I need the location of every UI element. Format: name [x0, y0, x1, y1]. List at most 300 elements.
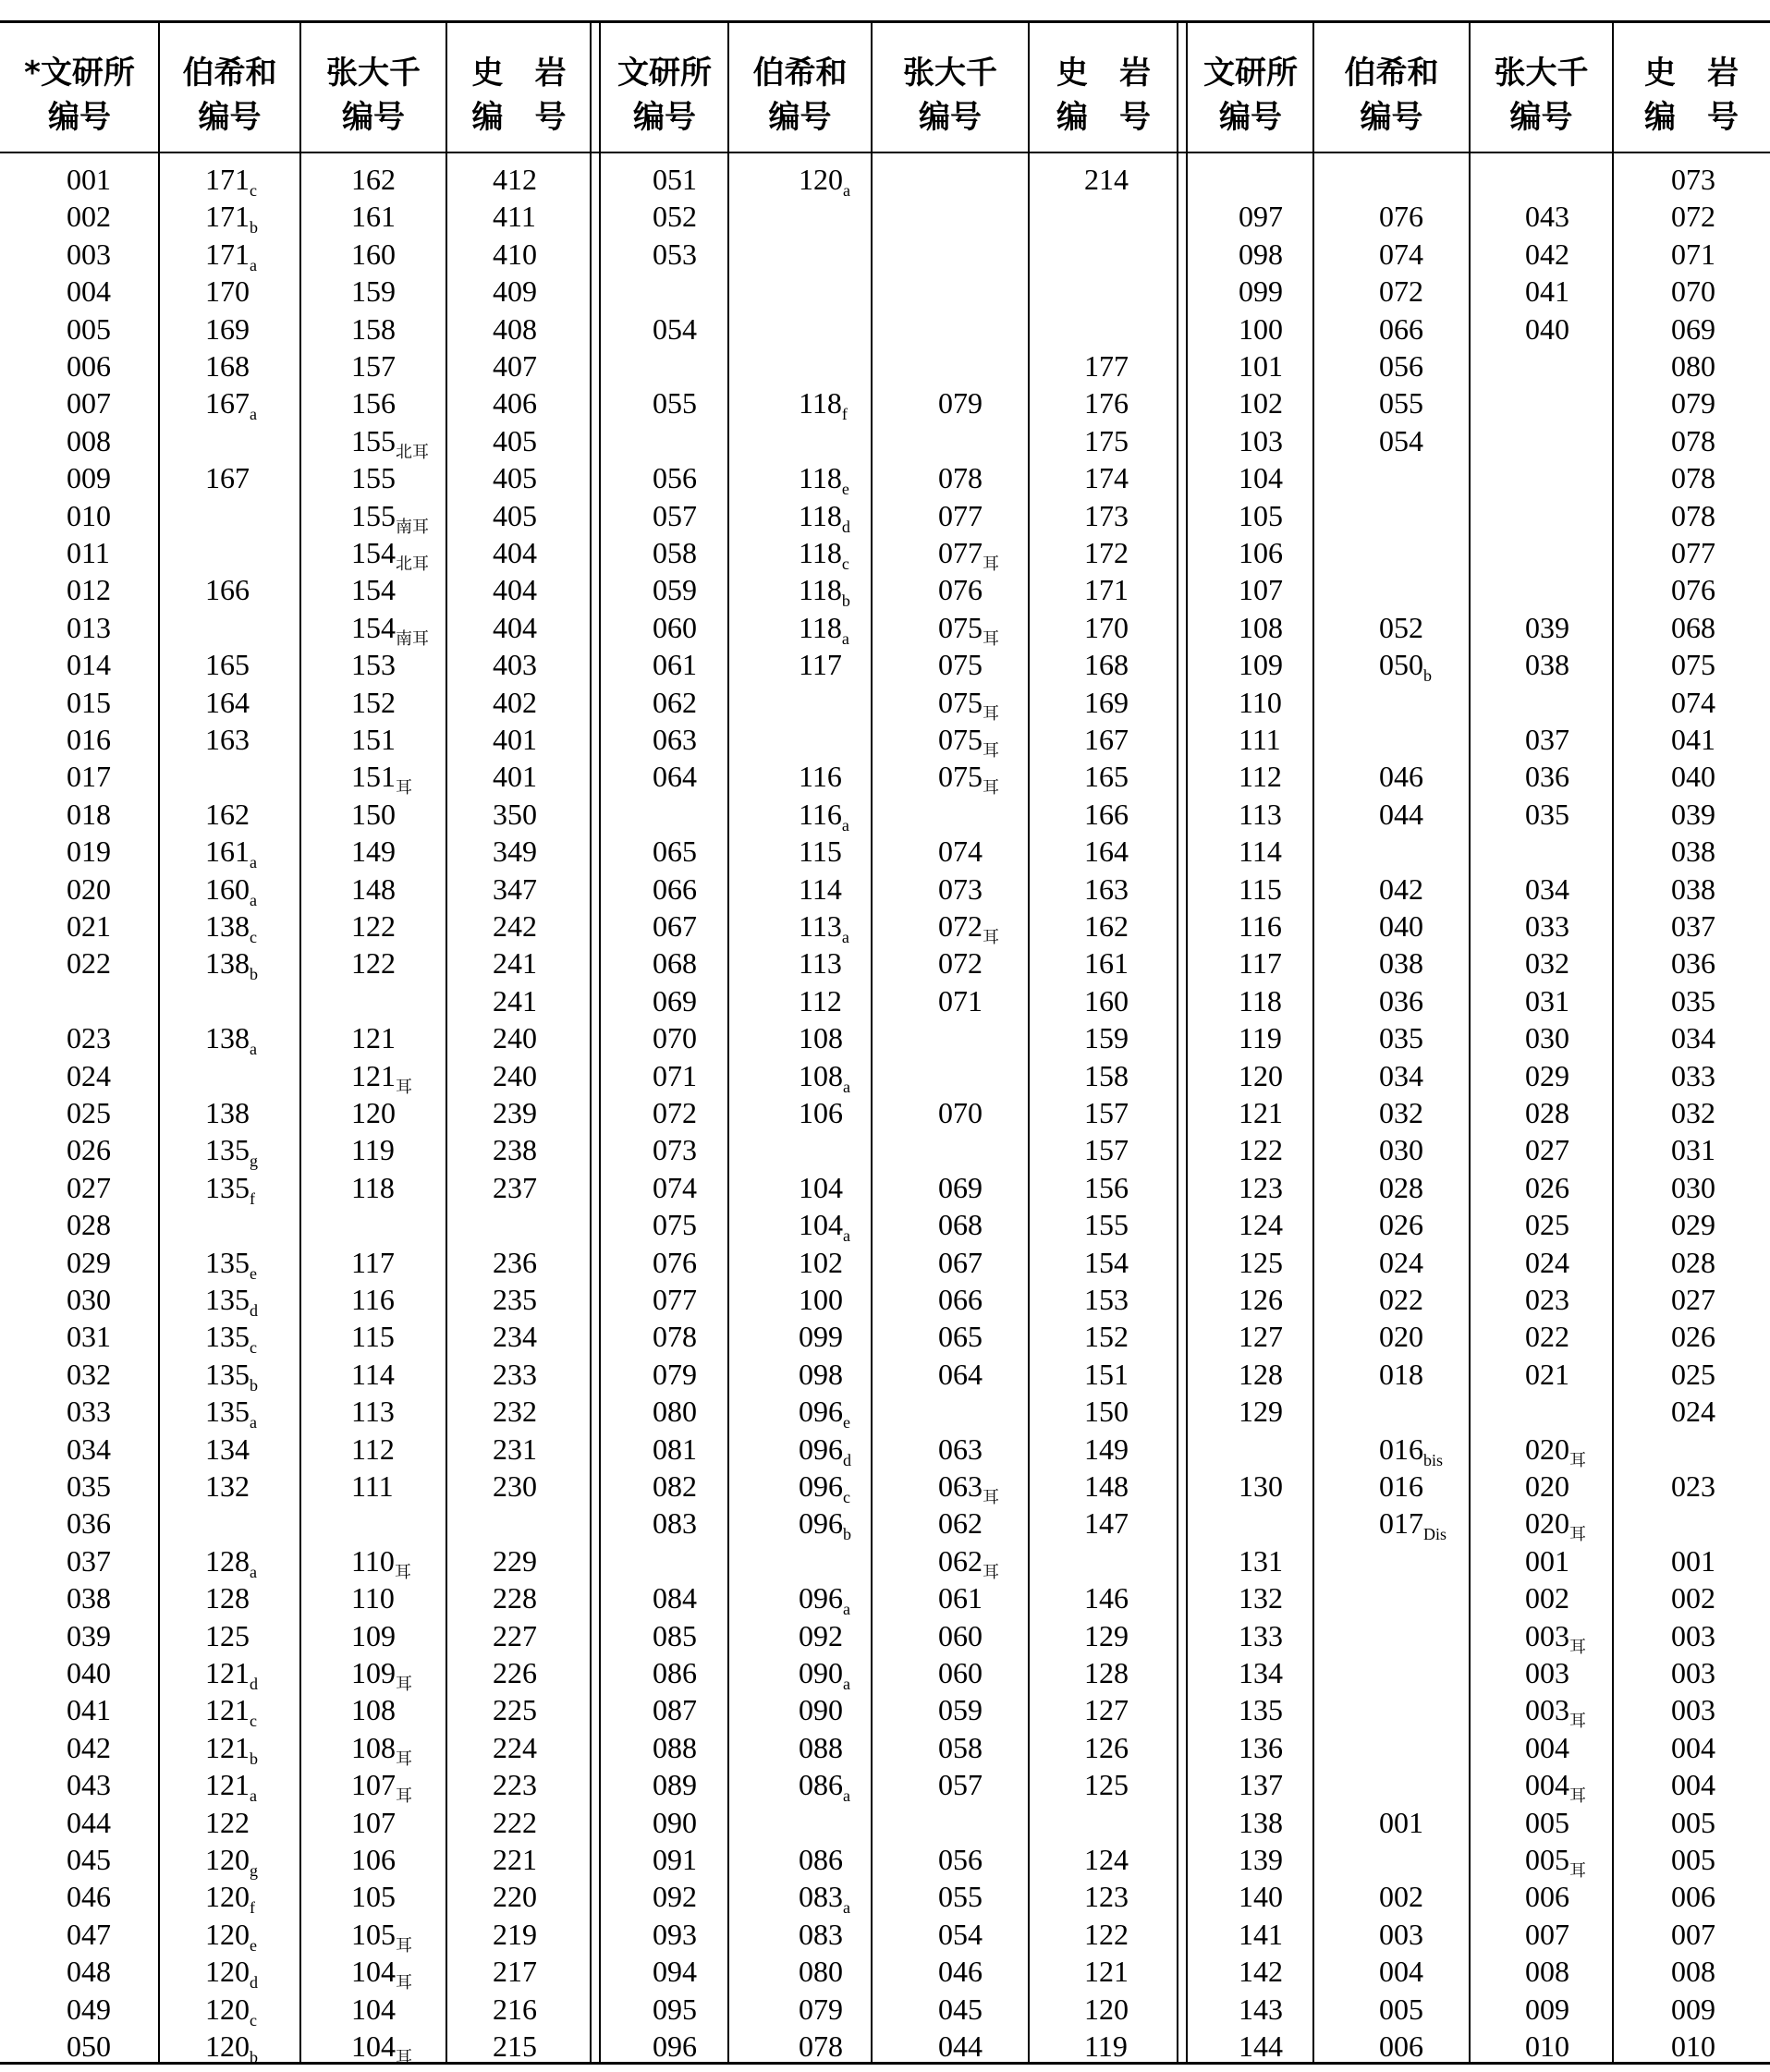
- table-cell: 112: [351, 1432, 395, 1466]
- table-cell: 052: [653, 200, 697, 234]
- table-cell: $003_耳$: [1525, 1618, 1586, 1656]
- table-cell: $171_c$: [205, 163, 257, 200]
- table-cell: 099: [799, 1320, 843, 1354]
- table-cell: 072: [1379, 274, 1423, 309]
- table-cell: 219: [493, 1917, 537, 1951]
- table-cell: 058: [653, 536, 697, 569]
- table-cell: $118_b$: [799, 573, 850, 611]
- table-cell: 157: [351, 349, 396, 383]
- table-cell: 017: [67, 760, 111, 794]
- table-cell: $104_a$: [799, 1208, 850, 1246]
- table-cell: 024: [67, 1058, 111, 1092]
- table-cell: 125: [1084, 1768, 1129, 1802]
- table-cell: 032: [67, 1357, 111, 1391]
- table-cell: 233: [493, 1357, 537, 1391]
- table-cell: 010: [67, 498, 111, 532]
- table-cell: $138_b$: [205, 946, 258, 984]
- table-cell: 167: [1084, 723, 1129, 756]
- table-cell: 152: [351, 685, 396, 719]
- table-cell: $155_{北耳}$: [351, 423, 429, 461]
- table-cell: 216: [493, 1992, 537, 2026]
- table-cell: 123: [1084, 1880, 1129, 1914]
- table-cell: 034: [1379, 1058, 1423, 1092]
- table-cell: 126: [1084, 1730, 1129, 1764]
- table-cell: 028: [1525, 1096, 1569, 1129]
- table-cell: 238: [493, 1133, 537, 1167]
- table-cell: 117: [1239, 946, 1282, 981]
- column-header-line1: *文研所: [24, 55, 135, 91]
- table-cell: 220: [493, 1880, 537, 1914]
- table-cell: $086_a$: [799, 1768, 850, 1806]
- table-cell: 174: [1084, 461, 1129, 495]
- table-cell: 226: [493, 1656, 537, 1689]
- column-header: [1188, 44, 1313, 146]
- table-cell: 134: [1239, 1656, 1283, 1689]
- table-cell: 125: [205, 1618, 250, 1652]
- table-cell: 031: [1671, 1133, 1715, 1167]
- table-cell: 003: [1379, 1917, 1423, 1951]
- table-cell: 158: [1084, 1058, 1129, 1092]
- panel-double-rule: [1177, 22, 1178, 2062]
- table-cell: 025: [67, 1096, 111, 1129]
- table-cell: 409: [493, 274, 537, 309]
- table-cell: 004: [1671, 1768, 1715, 1802]
- table-cell: 037: [1525, 723, 1569, 756]
- table-cell: 088: [653, 1730, 697, 1764]
- column-header-line2: 编号: [768, 99, 832, 136]
- table-cell: 127: [1239, 1320, 1283, 1354]
- table-cell: 080: [653, 1395, 697, 1429]
- table-cell: 098: [799, 1357, 843, 1391]
- table-cell: 018: [1379, 1357, 1423, 1391]
- table-cell: 042: [67, 1730, 111, 1764]
- column-header: [1029, 44, 1178, 146]
- column-divider: [871, 22, 873, 2062]
- table-cell: 117: [351, 1245, 395, 1279]
- table-cell: 113: [351, 1395, 395, 1429]
- table-cell: 002: [1525, 1581, 1569, 1615]
- column-header-line2: 编 号: [1056, 99, 1151, 136]
- table-cell: 040: [1671, 760, 1715, 794]
- table-cell: 137: [1239, 1768, 1283, 1802]
- table-cell: 094: [653, 1955, 697, 1989]
- table-cell: 134: [205, 1432, 250, 1466]
- column-header-line2: 编号: [633, 99, 696, 136]
- table-cell: 151: [1084, 1357, 1129, 1391]
- table-cell: $120_d$: [205, 1955, 258, 1993]
- table-cell: 159: [1084, 1021, 1129, 1055]
- table-cell: $171_b$: [205, 200, 258, 238]
- table-cell: 136: [1239, 1730, 1283, 1764]
- table-cell: 074: [938, 835, 983, 869]
- table-cell: 121: [1084, 1955, 1129, 1989]
- panel-double-rule: [590, 22, 592, 2062]
- table-cell: $135_e$: [205, 1245, 257, 1283]
- table-cell: 125: [1239, 1245, 1283, 1279]
- table-cell: $090_a$: [799, 1656, 850, 1693]
- table-cell: 165: [1084, 760, 1129, 794]
- table-cell: 078: [799, 2029, 843, 2063]
- table-cell: 149: [1084, 1432, 1129, 1466]
- table-cell: $077_耳$: [938, 536, 999, 573]
- table-cell: 029: [1671, 1208, 1715, 1242]
- table-cell: 405: [493, 461, 537, 495]
- table-cell: 034: [1525, 871, 1569, 906]
- table-cell: 001: [67, 163, 111, 196]
- panel-double-rule: [1186, 22, 1188, 2062]
- column-header: [159, 44, 300, 146]
- table-cell: 049: [67, 1992, 111, 2026]
- table-cell: 005: [67, 311, 111, 346]
- table-cell: 027: [1671, 1283, 1715, 1316]
- table-cell: 152: [1084, 1320, 1129, 1354]
- table-cell: 224: [493, 1730, 537, 1764]
- table-cell: 120: [1084, 1992, 1129, 2026]
- table-cell: 132: [1239, 1581, 1283, 1615]
- header-rule: [0, 152, 1770, 153]
- table-cell: 022: [1379, 1283, 1423, 1316]
- table-cell: $075_耳$: [938, 610, 999, 648]
- table-cell: 022: [1525, 1320, 1569, 1354]
- table-cell: $118_d$: [799, 498, 850, 536]
- table-cell: 170: [205, 274, 250, 309]
- table-cell: 026: [1525, 1170, 1569, 1204]
- table-cell: 038: [1671, 835, 1715, 869]
- table-cell: 118: [1239, 983, 1282, 1018]
- table-cell: 079: [1671, 386, 1715, 420]
- table-cell: 153: [351, 648, 396, 682]
- column-header-line1: 文研所: [1203, 55, 1298, 91]
- table-cell: 075: [653, 1208, 697, 1242]
- table-cell: $135_f$: [205, 1170, 255, 1208]
- table-cell: 061: [938, 1581, 983, 1615]
- table-cell: 116: [799, 760, 842, 794]
- table-cell: 055: [938, 1880, 983, 1914]
- table-cell: 109: [351, 1618, 396, 1652]
- table-cell: 087: [653, 1693, 697, 1727]
- table-cell: 401: [493, 723, 537, 756]
- table-cell: 031: [67, 1320, 111, 1354]
- table-cell: $113_a$: [799, 909, 849, 946]
- table-cell: 119: [1084, 2029, 1128, 2063]
- table-cell: $118_e$: [799, 461, 849, 499]
- table-cell: 138: [205, 1096, 250, 1129]
- table-cell: $121_耳$: [351, 1058, 412, 1096]
- table-cell: 024: [1525, 1245, 1569, 1279]
- table-cell: $135_c$: [205, 1320, 257, 1358]
- table-cell: 089: [653, 1768, 697, 1802]
- table-cell: 119: [351, 1133, 395, 1167]
- table-cell: 404: [493, 536, 537, 569]
- table-cell: 240: [493, 1021, 537, 1055]
- table-cell: 003: [1525, 1656, 1569, 1689]
- table-cell: 157: [1084, 1133, 1129, 1167]
- table-cell: 112: [799, 983, 842, 1018]
- table-cell: 005: [1671, 1843, 1715, 1876]
- table-cell: 113: [1239, 797, 1282, 831]
- table-cell: 036: [1525, 760, 1569, 794]
- table-cell: 410: [493, 237, 537, 271]
- table-cell: 109: [1239, 648, 1283, 682]
- column-divider: [299, 22, 301, 2062]
- table-cell: 024: [1671, 1395, 1715, 1429]
- table-cell: $171_a$: [205, 237, 257, 274]
- table-cell: 236: [493, 1245, 537, 1279]
- table-cell: 038: [1671, 871, 1715, 906]
- table-cell: 232: [493, 1395, 537, 1429]
- table-cell: 002: [1671, 1581, 1715, 1615]
- table-cell: $120_e$: [205, 1917, 257, 1955]
- table-cell: $108_耳$: [351, 1730, 412, 1768]
- table-cell: 076: [938, 573, 983, 607]
- table-cell: $075_耳$: [938, 685, 999, 723]
- table-cell: 039: [1525, 610, 1569, 644]
- table-cell: 002: [67, 200, 111, 234]
- table-cell: 103: [1239, 423, 1283, 457]
- table-cell: 092: [799, 1618, 843, 1652]
- table-cell: 096: [653, 2029, 697, 2063]
- table-cell: 057: [653, 498, 697, 532]
- column-divider: [1469, 22, 1471, 2062]
- table-cell: 027: [1525, 1133, 1569, 1167]
- table-cell: 139: [1239, 1843, 1283, 1876]
- table-cell: $072_耳$: [938, 909, 999, 946]
- table-cell: 167: [205, 461, 250, 495]
- table-cell: 054: [938, 1917, 983, 1951]
- table-cell: 066: [653, 871, 697, 906]
- table-cell: 154: [351, 573, 396, 607]
- table-cell: 015: [67, 685, 111, 719]
- table-cell: $096_e$: [799, 1395, 850, 1432]
- table-cell: 086: [799, 1843, 843, 1876]
- table-cell: 066: [1379, 311, 1423, 346]
- table-cell: $151_耳$: [351, 760, 412, 798]
- table-cell: 040: [1525, 311, 1569, 346]
- table-cell: 153: [1084, 1283, 1129, 1316]
- table-cell: 001: [1525, 1543, 1569, 1578]
- table-cell: 101: [1239, 349, 1283, 383]
- table-cell: $020_耳$: [1525, 1432, 1586, 1469]
- table-cell: 082: [653, 1469, 697, 1503]
- table-cell: 169: [1084, 685, 1129, 719]
- table-cell: 001: [1379, 1805, 1423, 1839]
- table-cell: 022: [67, 946, 111, 981]
- table-cell: 158: [351, 311, 396, 346]
- table-cell: 406: [493, 386, 537, 420]
- table-cell: 078: [938, 461, 983, 495]
- table-cell: 028: [1671, 1245, 1715, 1279]
- table-cell: 229: [493, 1543, 537, 1578]
- table-cell: $083_a$: [799, 1880, 850, 1918]
- table-cell: 142: [1239, 1955, 1283, 1989]
- column-header: [1613, 44, 1770, 146]
- table-cell: 016: [1379, 1469, 1423, 1503]
- table-cell: 170: [1084, 610, 1129, 644]
- table-cell: 161: [1084, 946, 1129, 981]
- table-cell: 010: [1525, 2029, 1569, 2063]
- table-cell: 074: [653, 1170, 697, 1204]
- table-cell: 023: [1525, 1283, 1569, 1316]
- table-cell: 104: [351, 1992, 396, 2026]
- table-cell: 349: [493, 835, 537, 869]
- column-header: [300, 44, 446, 146]
- table-cell: 160: [1084, 983, 1129, 1018]
- table-cell: 156: [1084, 1170, 1129, 1204]
- column-header-line2: 编号: [1219, 99, 1282, 136]
- table-cell: 077: [938, 498, 983, 532]
- table-cell: 071: [1671, 237, 1715, 271]
- table-cell: 074: [1671, 685, 1715, 719]
- table-cell: 055: [653, 386, 697, 420]
- table-cell: 040: [1379, 909, 1423, 943]
- table-cell: $050_b$: [1379, 648, 1432, 686]
- table-cell: 141: [1239, 1917, 1283, 1951]
- table-cell: $004_耳$: [1525, 1768, 1586, 1806]
- table-cell: 172: [1084, 536, 1129, 569]
- column-divider: [1612, 22, 1614, 2062]
- table-cell: 034: [67, 1432, 111, 1466]
- table-cell: 059: [653, 573, 697, 607]
- table-cell: 162: [1084, 909, 1129, 943]
- table-cell: 066: [938, 1283, 983, 1316]
- table-cell: 117: [799, 648, 842, 682]
- table-cell: 126: [1239, 1283, 1283, 1316]
- table-cell: 038: [1525, 648, 1569, 682]
- table-cell: 161: [351, 200, 396, 234]
- table-cell: 002: [1379, 1880, 1423, 1914]
- table-cell: 010: [1671, 2029, 1715, 2063]
- table-cell: $135_a$: [205, 1395, 257, 1432]
- table-cell: 078: [1671, 461, 1715, 495]
- table-cell: 411: [493, 200, 536, 234]
- table-cell: 143: [1239, 1992, 1283, 2026]
- table-cell: 164: [205, 685, 250, 719]
- table-cell: 164: [1084, 835, 1129, 869]
- table-cell: 006: [67, 349, 111, 383]
- table-cell: 084: [653, 1581, 697, 1615]
- table-cell: 001: [1671, 1543, 1715, 1578]
- table-cell: $135_b$: [205, 1357, 258, 1395]
- table-cell: 044: [67, 1805, 111, 1839]
- table-cell: $138_a$: [205, 1021, 257, 1059]
- table-cell: 065: [938, 1320, 983, 1354]
- table-cell: 115: [799, 835, 842, 869]
- table-cell: $096_c$: [799, 1469, 850, 1506]
- table-cell: 214: [1084, 163, 1129, 196]
- table-cell: 175: [1084, 423, 1129, 457]
- table-cell: 006: [1525, 1880, 1569, 1914]
- table-cell: 073: [938, 871, 983, 906]
- table-cell: $161_a$: [205, 835, 257, 872]
- table-cell: 160: [351, 237, 396, 271]
- table-cell: 163: [1084, 871, 1129, 906]
- table-cell: 046: [938, 1955, 983, 1989]
- table-cell: 026: [67, 1133, 111, 1167]
- table-cell: 035: [1525, 797, 1569, 831]
- table-cell: 122: [1239, 1133, 1283, 1167]
- table-cell: 004: [1671, 1730, 1715, 1764]
- table-cell: 128: [1239, 1357, 1283, 1391]
- column-header-line2: 编号: [1360, 99, 1423, 136]
- table-cell: 151: [351, 723, 396, 756]
- table-cell: 111: [351, 1469, 394, 1503]
- table-cell: 026: [1379, 1208, 1423, 1242]
- column-divider: [1028, 22, 1030, 2062]
- table-cell: 056: [1379, 349, 1423, 383]
- table-cell: 059: [938, 1693, 983, 1727]
- table-cell: 079: [938, 386, 983, 420]
- table-cell: 009: [1671, 1992, 1715, 2026]
- table-cell: $155_{南耳}$: [351, 498, 429, 536]
- table-cell: 003: [67, 237, 111, 271]
- table-cell: 018: [67, 797, 111, 831]
- table-cell: 061: [653, 648, 697, 682]
- column-header-line1: 张大千: [1494, 55, 1589, 91]
- table-cell: 063: [938, 1432, 983, 1466]
- table-cell: 007: [1525, 1917, 1569, 1951]
- table-cell: 069: [938, 1170, 983, 1204]
- table-cell: 149: [351, 835, 396, 869]
- table-cell: 057: [938, 1768, 983, 1802]
- column-header: [0, 44, 159, 146]
- table-cell: 171: [1084, 573, 1129, 607]
- table-cell: 155: [1084, 1208, 1129, 1242]
- table-cell: 072: [653, 1096, 697, 1129]
- table-cell: $108_a$: [799, 1058, 850, 1096]
- table-cell: 029: [1525, 1058, 1569, 1092]
- table-cell: $020_耳$: [1525, 1506, 1586, 1544]
- table-cell: 108: [1239, 610, 1283, 644]
- table-cell: 070: [938, 1096, 983, 1129]
- table-cell: $005_耳$: [1525, 1843, 1586, 1880]
- table-cell: 021: [67, 909, 111, 943]
- table-cell: 008: [1525, 1955, 1569, 1989]
- table-cell: 128: [1084, 1656, 1129, 1689]
- table-cell: 037: [67, 1543, 111, 1578]
- table-cell: $096_d$: [799, 1432, 851, 1469]
- table-cell: 097: [1239, 200, 1283, 234]
- table-cell: 023: [67, 1021, 111, 1055]
- table-cell: 076: [653, 1245, 697, 1279]
- table-cell: 241: [493, 983, 537, 1018]
- table-cell: 052: [1379, 610, 1423, 644]
- table-cell: 098: [1239, 237, 1283, 271]
- table-cell: 157: [1084, 1096, 1129, 1129]
- table-cell: 163: [205, 723, 250, 756]
- table-cell: 078: [1671, 423, 1715, 457]
- column-header-line1: 史 岩: [1644, 55, 1739, 91]
- table-cell: 221: [493, 1843, 537, 1876]
- table-cell: 077: [1671, 536, 1715, 569]
- table-cell: 078: [1671, 498, 1715, 532]
- table-cell: 129: [1084, 1618, 1129, 1652]
- table-cell: 030: [1379, 1133, 1423, 1167]
- table-cell: 060: [653, 610, 697, 644]
- table-cell: 075: [1671, 648, 1715, 682]
- table-cell: 128: [205, 1581, 250, 1615]
- table-cell: 402: [493, 685, 537, 719]
- column-header: [446, 44, 592, 146]
- table-cell: 234: [493, 1320, 537, 1354]
- table-cell: $096_a$: [799, 1581, 850, 1619]
- table-cell: 072: [1671, 200, 1715, 234]
- table-cell: 140: [1239, 1880, 1283, 1914]
- table-cell: 069: [1671, 311, 1715, 346]
- column-header-line1: 伯希和: [752, 55, 848, 91]
- column-header-line2: 编 号: [471, 99, 567, 136]
- table-cell: 166: [1084, 797, 1129, 831]
- column-header-line1: 史 岩: [471, 55, 567, 91]
